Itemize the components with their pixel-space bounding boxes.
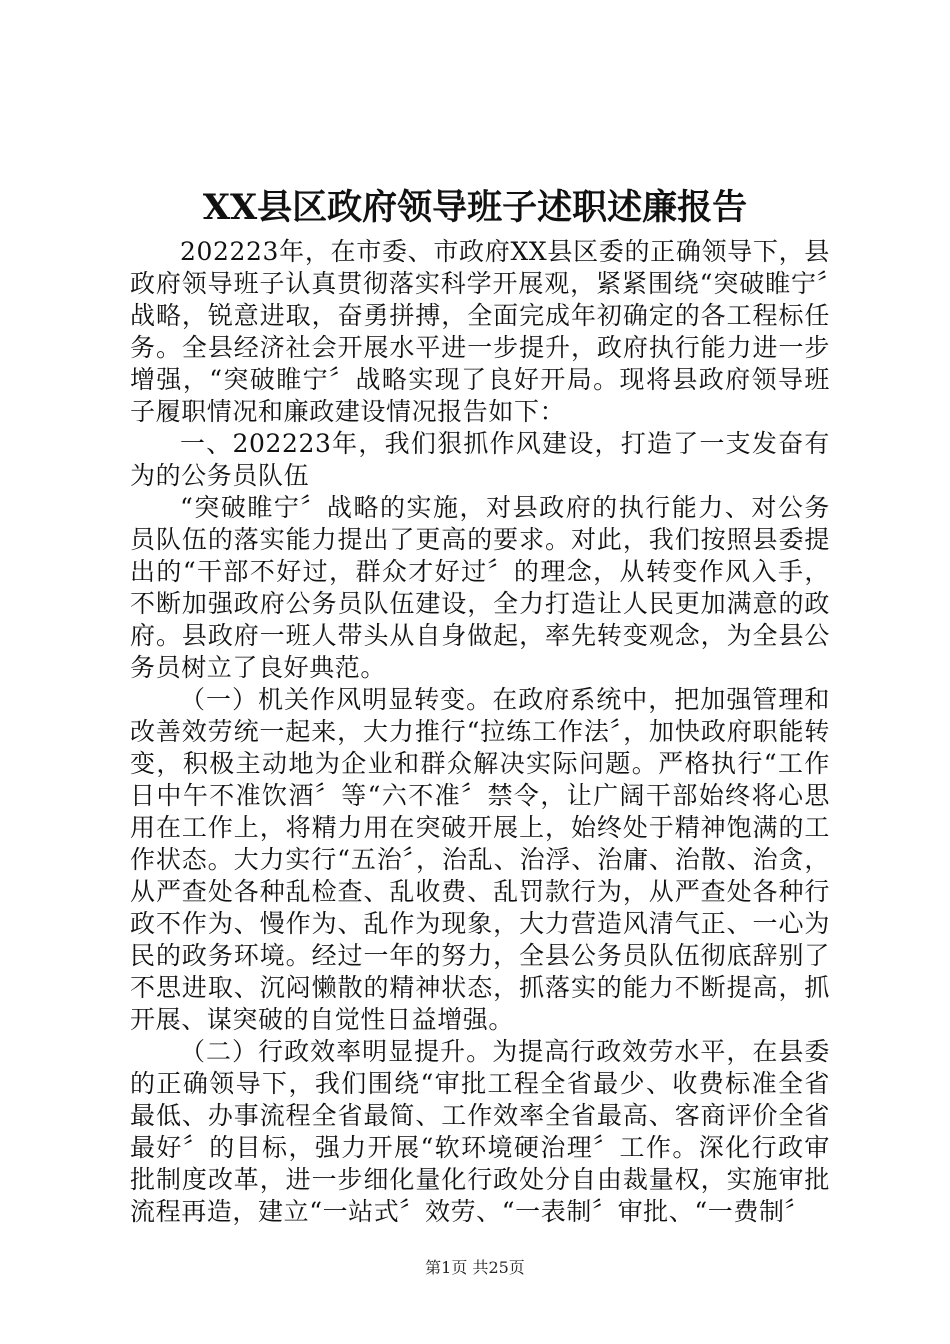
section-heading-1: 一、202223年，我们狠抓作风建设，打造了一支发奋有为的公务员队伍 [130,429,830,490]
document-body [130,236,830,1228]
section-1-paragraph: “突破睢宁〞战略的实施，对县政府的执行能力、对公务员队伍的落实能力提出了更高的要求。对此，我们按照县委提出的“干部不好过，群众才好过〞的理念，从转变作风入手，不断加强政府公务员队伍建设，全力打造让人民更加满意的政府。县政府一班人带头从自身做起，率先转变观念，为全县公务员树立了良好典范。 [130,493,830,682]
intro-paragraph: 202223年，在市委、市政府XX县区委的正确领导下，县政府领导班子认真贯彻落实科学开展观，紧紧围绕“突破睢宁〞战略，锐意进取，奋勇拼搏，全面完成年初确定的各工程标任务。全县经济社会开展水平进一步提升，政府执行能力进一步增强，“突破睢宁〞战略实现了良好开局。现将县政府领导班子履职情况和廉政建设情况报告如下： [130,237,830,426]
page-footer: 第1页 共25页 [425,1258,525,1277]
subsection-1-paragraph: （一）机关作风明显转变。在政府系统中，把加强管理和改善效劳统一起来，大力推行“拉练工作法〞，加快政府职能转变，积极主动地为企业和群众解决实际问题。严格执行“工作日中午不准饮酒〞等“六不准〞禁令，让广阔干部始终将心思用在工作上，将精力用在突破开展上，始终处于精神饱满的工作状态。大力实行“五治〞，治乱、治浮、治庸、治散、治贪，从严查处各种乱检查、乱收费、乱罚款行为，从严查处各种行政不作为、慢作为、乱作为现象，大力营造风清气正、一心为民的政务环境。经过一年的努力，全县公务员队伍彻底辞别了不思进取、沉闷懒散的精神状态，抓落实的能力不断提高，抓开展、谋突破的自觉性日益增强。 [130,685,830,1034]
document-title: XX县区政府领导班子述职述廉报告 [202,187,748,228]
subsection-2-paragraph: （二）行政效率明显提升。为提高行政效劳水平，在县委的正确领导下，我们围绕“审批工程全省最少、收费标准全省最低、办事流程全省最简、工作效率全省最高、客商评价全省最好〞的目标，强力开展“软环境硬治理〞工作。深化行政审批制度改革，进一步细化量化行政处分自由裁量权，实施审批流程再造，建立“一站式〞效劳、“一表制〞审批、“一费制〞 [130,1037,830,1226]
